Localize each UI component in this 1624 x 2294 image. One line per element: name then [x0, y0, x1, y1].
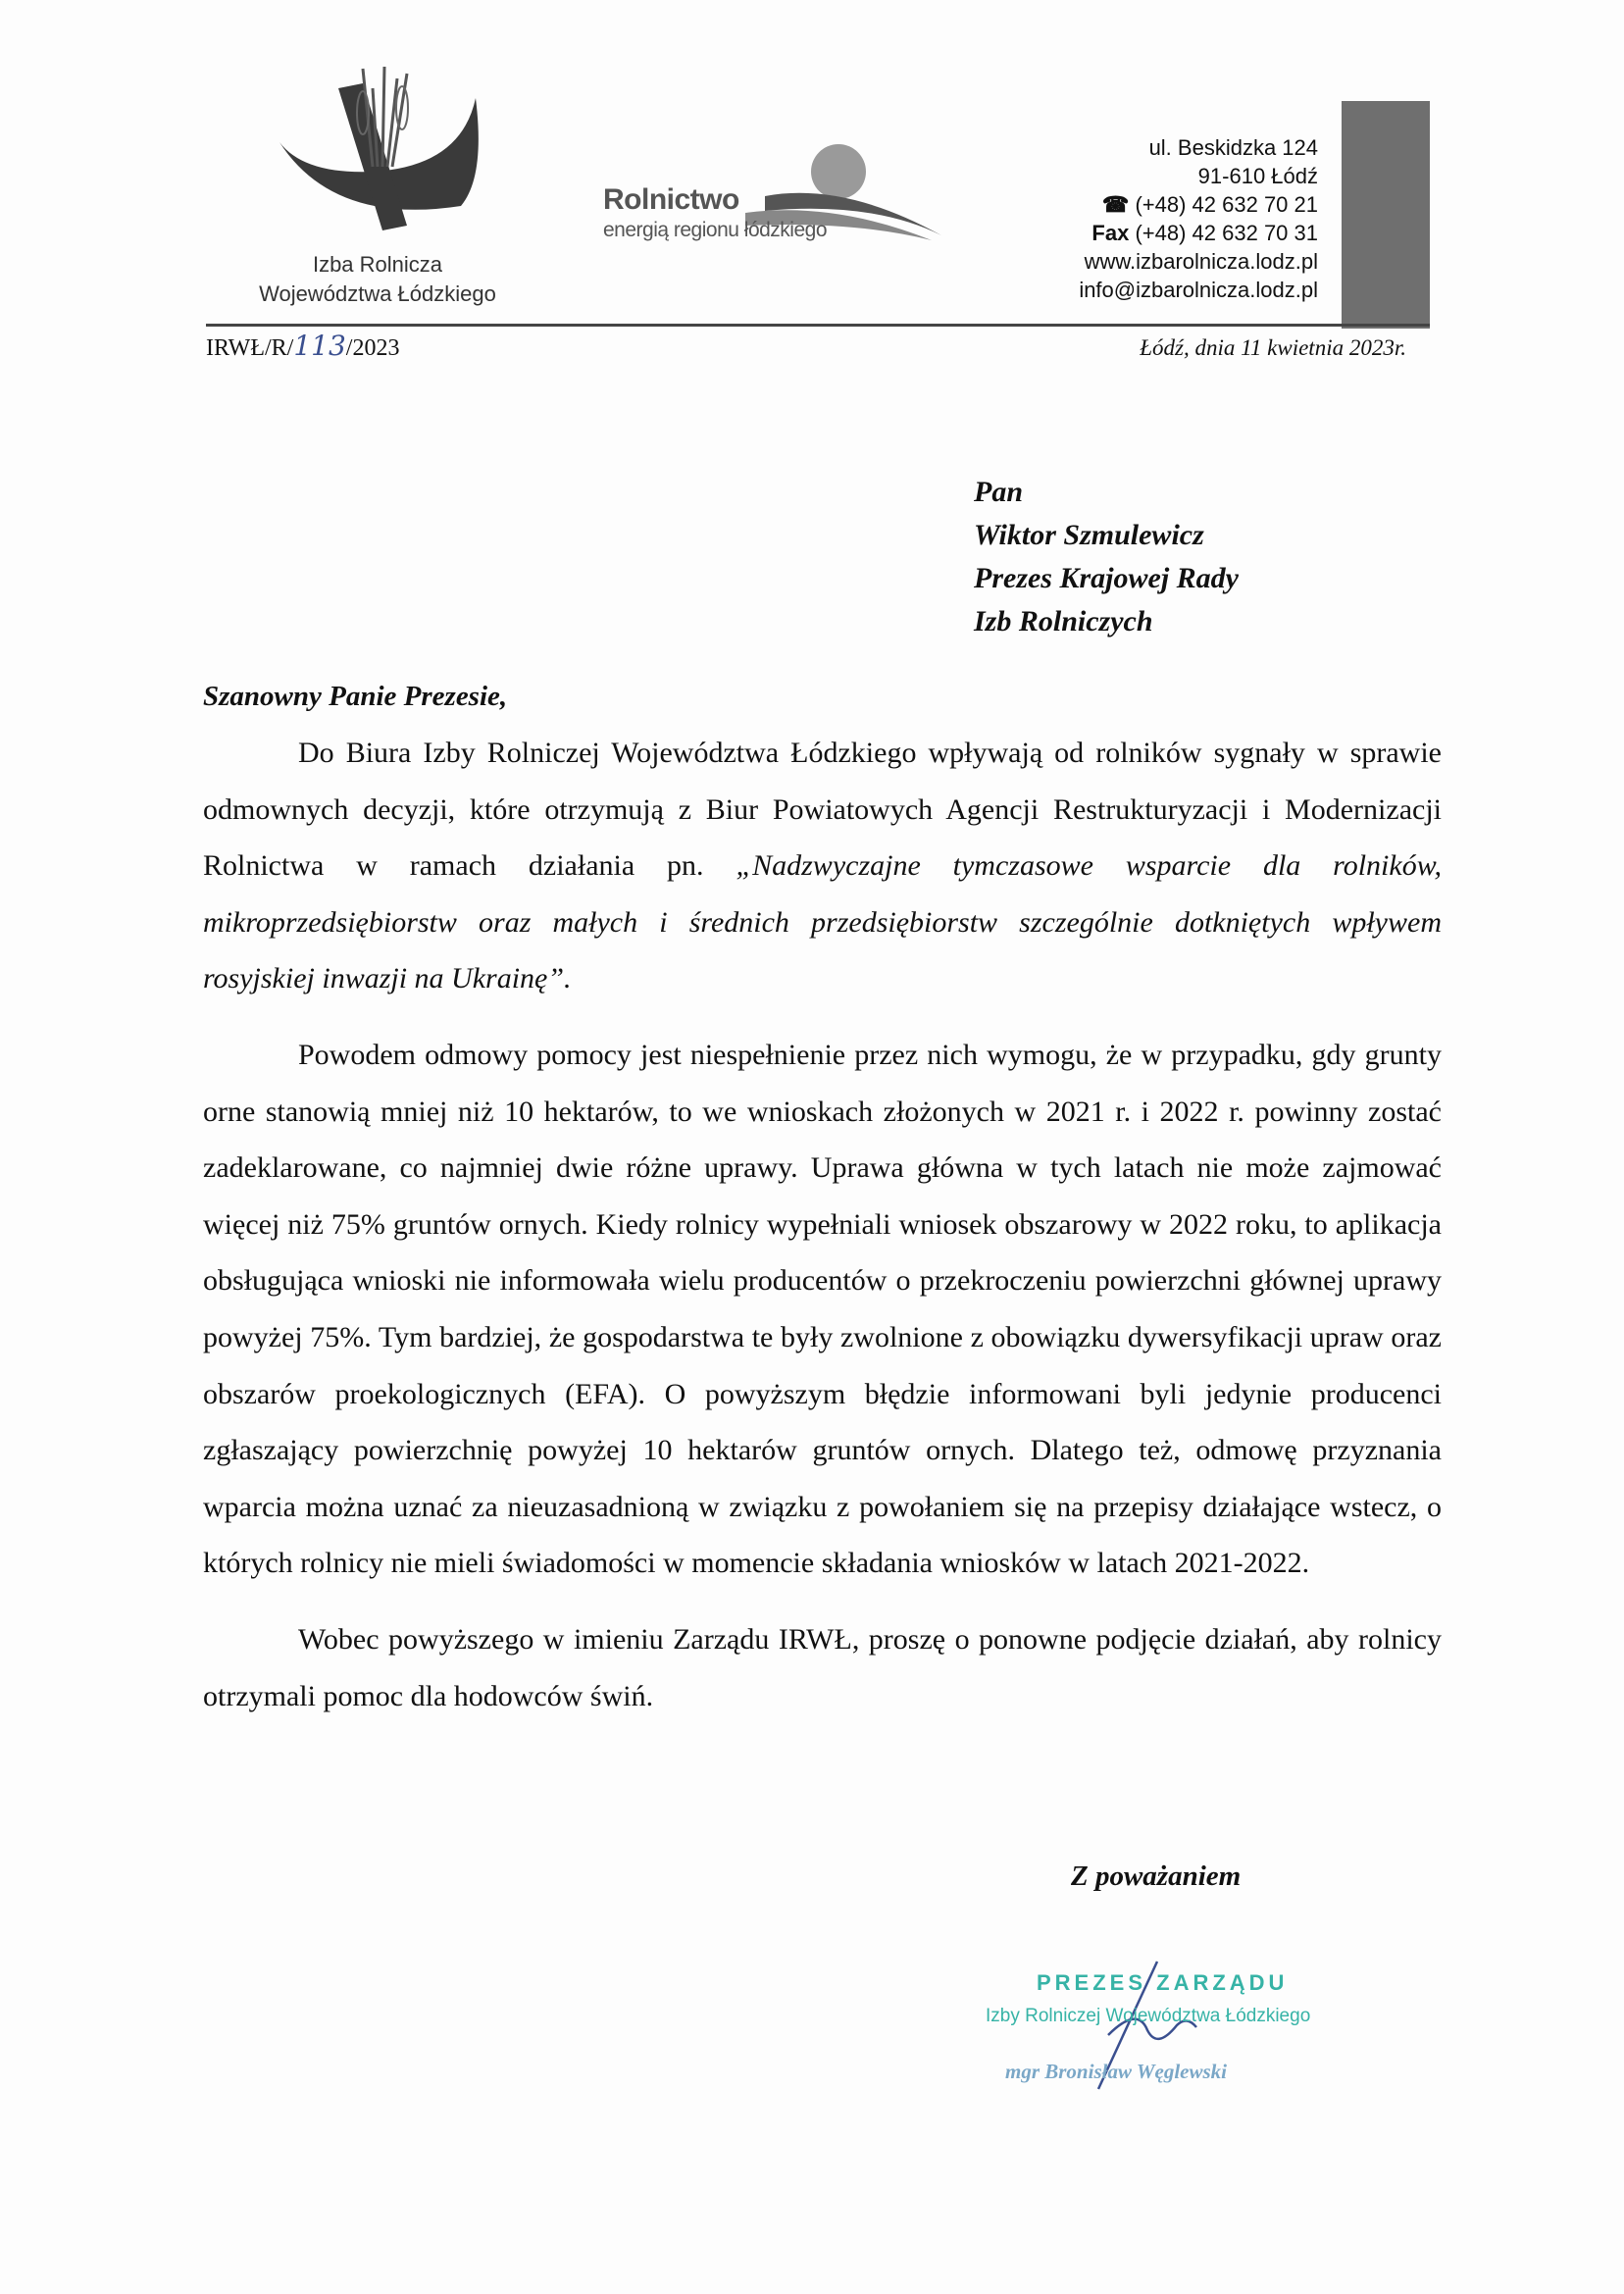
stamp-title: PREZES ZARZĄDU [1037, 1970, 1289, 1995]
reference-number [206, 330, 399, 362]
reference-handwritten-number: 113 [293, 330, 346, 362]
fax-label: Fax [1091, 221, 1130, 245]
addressee-line1: Pan [974, 476, 1024, 508]
closing: Z poważaniem [1071, 1861, 1242, 1892]
contact-street: ul. Beskidzka 124 [1148, 135, 1318, 160]
program-logo [598, 142, 951, 250]
org-name [216, 250, 539, 309]
program-subtitle: energią regionu łódzkiego [603, 219, 828, 241]
stamp-name: mgr Bronisław Węglewski [1005, 2060, 1227, 2083]
contact-fax-row [1079, 219, 1318, 247]
body-paragraph-3: Wobec powyższego w imieniu Zarządu IRWŁ, proszę o ponowne podjęcie działań, aby rolnicy otrzymali pomoc dla hodowców świń. [203, 1622, 1442, 1712]
stamp-org: Izby Rolniczej Województwa Łódzkiego [986, 2006, 1311, 2026]
body-paragraph-2: Powodem odmowy pomocy jest niespełnienie przez nich wymogu, że w przypadku, gdy grunty orne stanowią mniej niż 10 hektarów, to we wnioskach złożonych w 2021 r. i 2022 r. powinny zostać zadeklarowane, co najmniej dwie różne uprawy. Uprawa główna w tych latach nie może zajmować więcej niż 75% gruntów ornych. Kiedy rolnicy wypełniali wniosek obszarowy w 2022 roku, to aplikacja obsługująca wnioski nie informowała wielu producentów o przekroczeniu powierzchni głównej uprawy powyżej 75%. Tym bardziej, że gospodarstwa te były zwolnione z obowiązku dywersyfikacji upraw oraz obszarów proekologicznych (EFA). O powyższym błędzie informowani byli jedynie producenci zgłaszający powierzchnię powyżej 10 hektarów gruntów ornych. Dlatego też, odmowę przyznania wparcia można uznać za nieuzasadnioną w związku z powołaniem się na przepisy działające wstecz, o których rolnicy nie mieli świadomości w momencie składania wniosków w latach 2021-2022. [203, 1038, 1442, 1580]
program-title: Rolnictwo [603, 183, 739, 216]
contact-www: www.izbarolnicza.lodz.pl [1084, 249, 1318, 274]
addressee-line2: Wiktor Szmulewicz [974, 519, 1204, 551]
reference-suffix: /2023 [345, 335, 400, 361]
contact-phone-row [1079, 190, 1318, 219]
contact-block [1079, 133, 1318, 304]
dateline: Łódź, dnia 11 kwietnia 2023r. [1140, 335, 1406, 360]
body-p1-text: Do Biura Izby Rolniczej Województwa Łódzkiego wpływają od rolników sygnały w sprawie odmownych decyzji, które otrzymują z Biur Powiatowych Agencji Restrukturyzacji i Modernizacji Rolnictwa w ramach działania pn. [203, 737, 1442, 883]
header-rule [206, 324, 1430, 327]
letter-body [203, 725, 1442, 1724]
contact-city: 91-610 Łódź [1197, 164, 1318, 188]
contact-fax: (+48) 42 632 70 31 [1135, 221, 1318, 245]
addressee-line3: Prezes Krajowej Rady [974, 562, 1239, 594]
body-p1-program-name: „Nadzwyczajne tymczasowe wsparcie dla rolników, mikroprzedsiębiorstw oraz małych i średnich przedsiębiorstw szczególnie dotkniętych wpływem rosyjskiej inwazji na Ukrainę”. [203, 849, 1442, 995]
header-bar [1342, 101, 1430, 329]
org-name-line1: Izba Rolnicza [312, 252, 443, 277]
contact-phone: (+48) 42 632 70 21 [1135, 192, 1318, 217]
org-name-line2: Województwa Łódzkiego [259, 281, 496, 306]
signature-stamp [981, 1957, 1373, 2114]
phone-icon: ☎ [1101, 192, 1130, 217]
addressee [974, 471, 1239, 643]
contact-email: info@izbarolnicza.lodz.pl [1079, 278, 1318, 302]
salutation: Szanowny Panie Prezesie, [203, 681, 508, 712]
addressee-line4: Izb Rolniczych [974, 605, 1153, 637]
izba-rolnicza-logo [265, 59, 490, 245]
reference-prefix: IRWŁ/R/ [206, 335, 294, 361]
body-paragraph-1 [203, 725, 1442, 1007]
